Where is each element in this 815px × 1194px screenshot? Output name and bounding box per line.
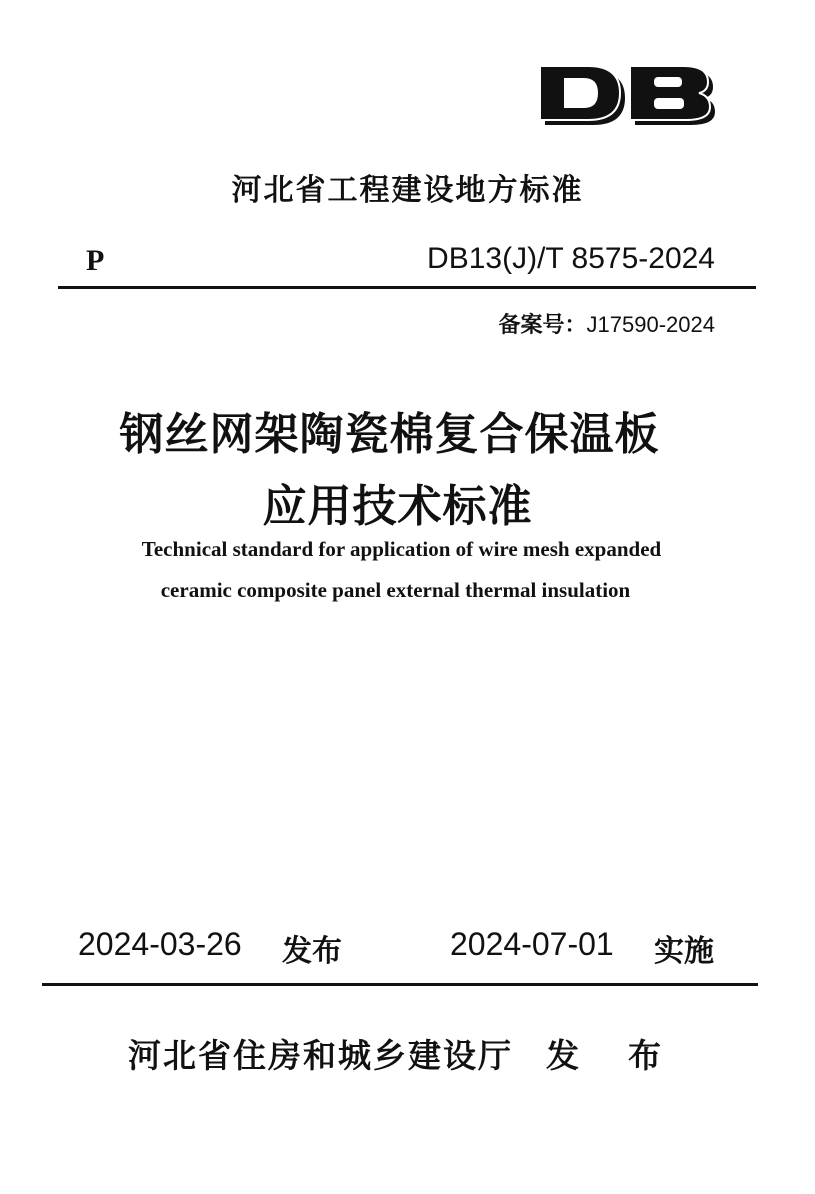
publisher-verb-2: 布: [628, 1036, 661, 1075]
issuer-line: 河北省工程建设地方标准: [231, 173, 584, 208]
publisher-verb-1: 发: [546, 1036, 579, 1075]
category-letter: P: [86, 244, 105, 277]
db-logo: [538, 60, 718, 130]
record-number-line: [499, 308, 715, 339]
implement-date: 2024-07-01: [450, 926, 614, 962]
standard-number: DB13(J)/T 8575-2024: [427, 242, 715, 275]
db-logo-graphic: [538, 60, 718, 130]
title-en-line-1: Technical standard for application of wire mesh expanded: [141, 537, 662, 561]
footer-divider: [42, 983, 758, 986]
issue-date: 2024-03-26: [78, 926, 242, 962]
record-number: J17590-2024: [586, 312, 715, 337]
title-zh-line-1: 钢丝网架陶瓷棉复合保温板: [119, 409, 660, 460]
implement-label: 实施: [654, 934, 714, 969]
header-divider: [58, 286, 756, 289]
publisher: 河北省住房和城乡建设厅: [128, 1036, 513, 1075]
title-zh-line-2: 应用技术标准: [262, 481, 533, 532]
title-en-line-2: ceramic composite panel external thermal insulation: [160, 578, 631, 602]
issue-label: 发布: [282, 934, 342, 969]
record-label: 备案号：: [498, 313, 587, 338]
